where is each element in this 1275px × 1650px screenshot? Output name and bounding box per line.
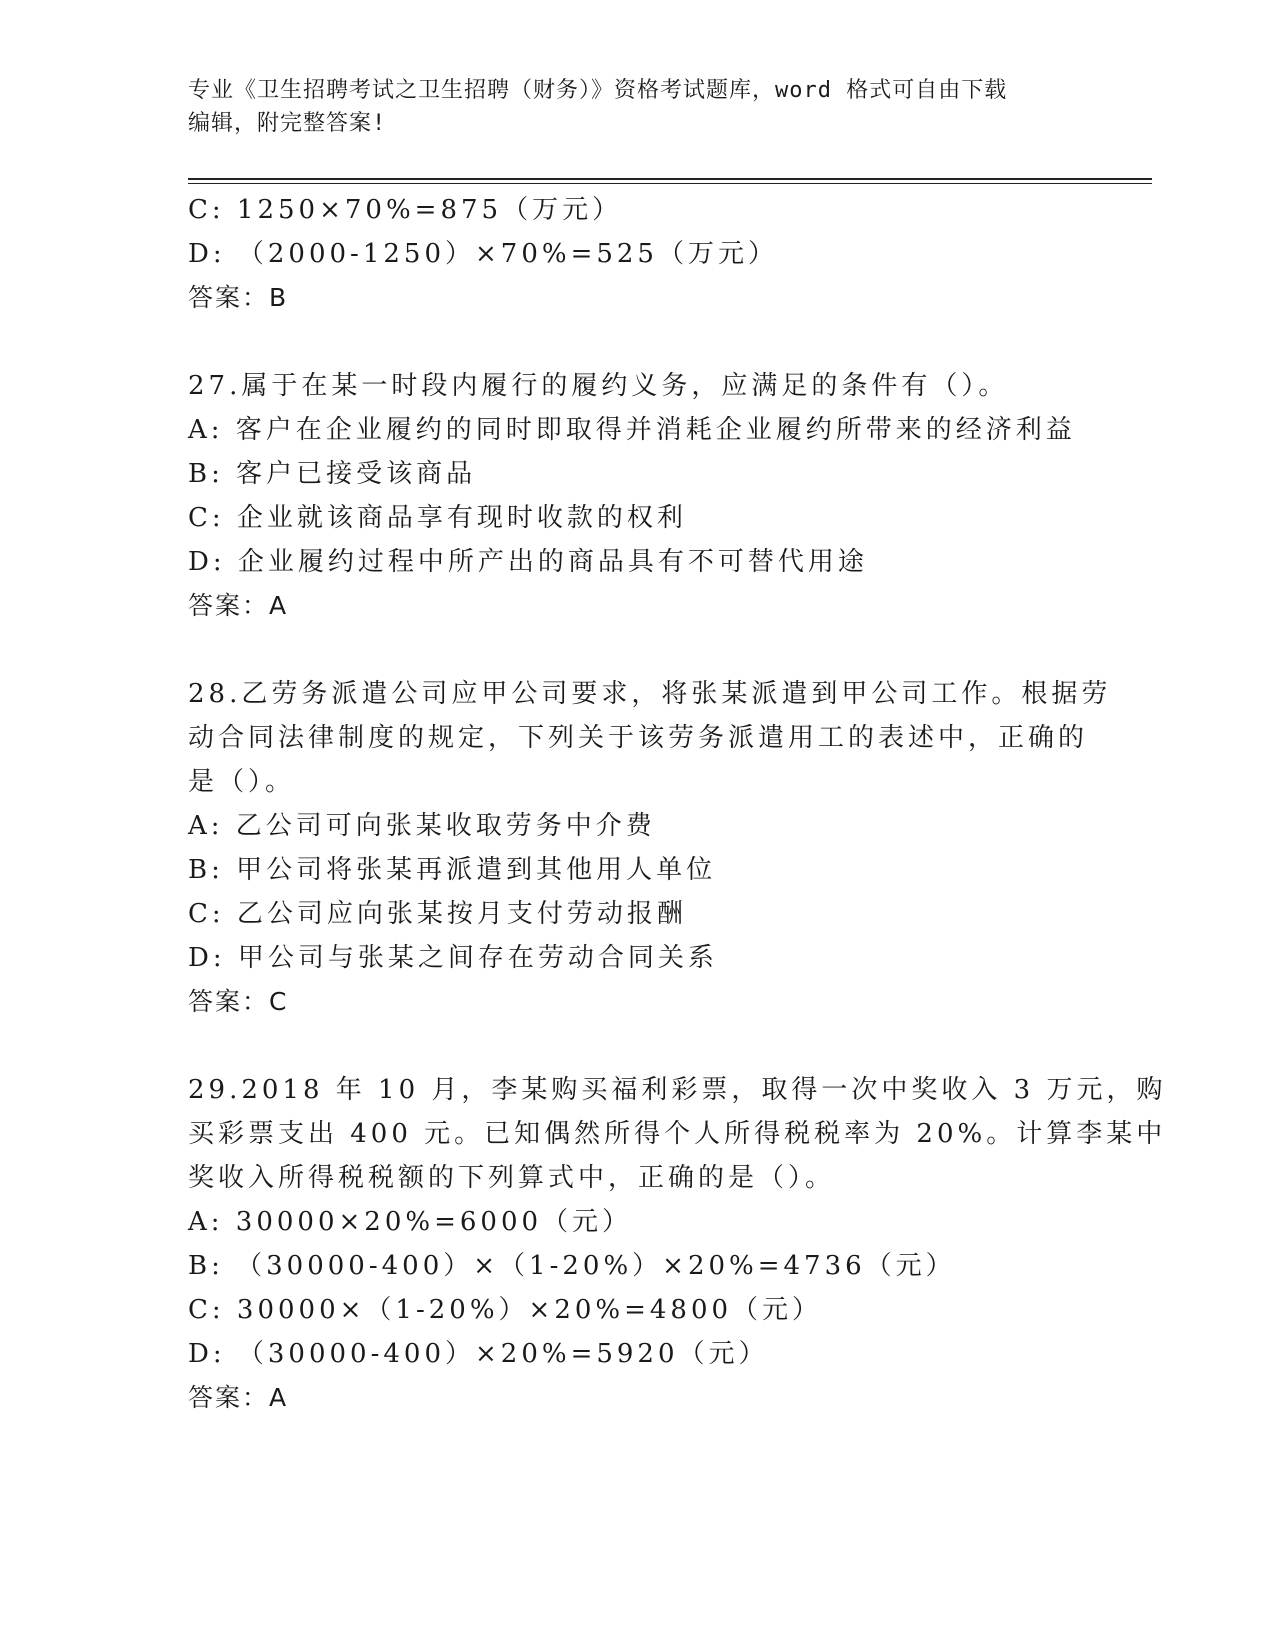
q26-option-c: C: 1250×70%=875（万元） (188, 195, 623, 225)
q27-option-a: A: 客户在企业履约的同时即取得并消耗企业履约所带来的经济利益 (188, 415, 1076, 445)
header-divider (188, 178, 1152, 180)
q29-stem-line-3: 奖收入所得税税额的下列算式中，正确的是（）。 (188, 1163, 836, 1193)
q27-option-b: B: 客户已接受该商品 (188, 459, 477, 489)
q29-option-d: D: （30000-400）×20%=5920（元） (188, 1339, 769, 1369)
q28-option-d: D: 甲公司与张某之间存在劳动合同关系 (188, 943, 718, 973)
header-divider-thin (188, 183, 1152, 184)
q28-answer: 答案：C (188, 987, 289, 1016)
header-line-1: 专业《卫生招聘考试之卫生招聘（财务）》资格考试题库，word 格式可自由下载 (188, 78, 1008, 103)
q28-option-b: B: 甲公司将张某再派遣到其他用人单位 (188, 855, 717, 885)
q27-stem: 27.属于在某一时段内履行的履约义务，应满足的条件有（）。 (188, 371, 1009, 401)
q28-stem-line-2: 动合同法律制度的规定，下列关于该劳务派遣用工的表述中，正确的 (188, 723, 1089, 753)
q29-option-b: B: （30000-400）×（1-20%）×20%=4736（元） (188, 1251, 956, 1281)
q27-option-c: C: 企业就该商品享有现时收款的权利 (188, 503, 687, 533)
q26-answer: 答案：B (188, 283, 289, 312)
header-line-2: 编辑，附完整答案! (188, 111, 387, 136)
q29-stem-line-2: 买彩票支出 400 元。已知偶然所得个人所得税税率为 20%。计算李某中 (188, 1119, 1167, 1149)
q28-option-a: A: 乙公司可向张某收取劳务中介费 (188, 811, 656, 841)
q27-answer: 答案：A (188, 591, 289, 620)
q29-option-c: C: 30000×（1-20%）×20%=4800（元） (188, 1295, 823, 1325)
q29-answer: 答案：A (188, 1383, 289, 1412)
q28-stem-line-3: 是（）。 (188, 767, 296, 797)
q28-option-c: C: 乙公司应向张某按月支付劳动报酬 (188, 899, 687, 929)
q28-stem-line-1: 28.乙劳务派遣公司应甲公司要求，将张某派遣到甲公司工作。根据劳 (188, 679, 1112, 709)
page-header (188, 74, 1088, 140)
q29-option-a: A: 30000×20%=6000（元） (188, 1207, 633, 1237)
q29-stem-line-1: 29.2018 年 10 月，李某购买福利彩票，取得一次中奖收入 3 万元，购 (188, 1075, 1167, 1105)
q27-option-d: D: 企业履约过程中所产出的商品具有不可替代用途 (188, 547, 868, 577)
q26-option-d: D: （2000-1250）×70%=525（万元） (188, 239, 778, 269)
